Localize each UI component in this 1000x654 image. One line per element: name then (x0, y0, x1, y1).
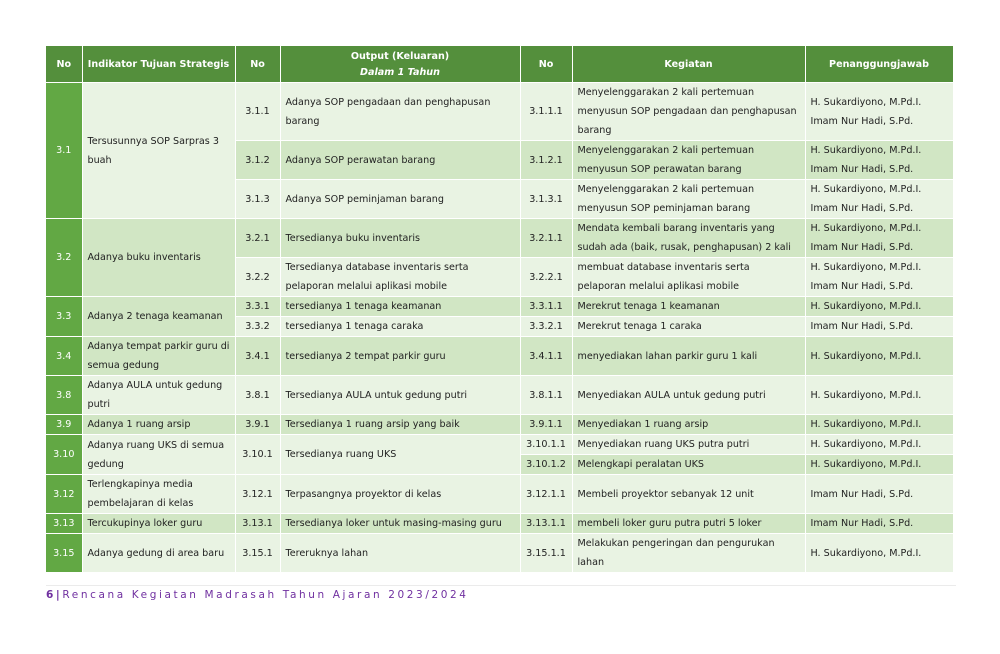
output-no: 3.3.2 (235, 317, 280, 337)
pj-cell: Imam Nur Hadi, S.Pd. (805, 514, 953, 534)
indikator-cell: Terlengkapinya media pembelajaran di kelas (82, 475, 235, 514)
pj-cell: H. Sukardiyono, M.Pd.I. Imam Nur Hadi, S.Pd. (805, 258, 953, 297)
header-output-sub: Dalam 1 Tahun (360, 66, 440, 78)
kegiatan-no: 3.1.2.1 (520, 141, 572, 180)
table-row (46, 337, 953, 376)
kegiatan-cell: Mendata kembali barang inventaris yang sudah ada (baik, rusak, penghapusan) 2 kali (572, 219, 805, 258)
output-no: 3.2.2 (235, 258, 280, 297)
pj-cell: H. Sukardiyono, M.Pd.I. (805, 376, 953, 415)
kegiatan-cell: Menyediakan ruang UKS putra putri (572, 435, 805, 455)
table-header-row (46, 46, 953, 83)
pj-cell: H. Sukardiyono, M.Pd.I. (805, 337, 953, 376)
kegiatan-no: 3.12.1.1 (520, 475, 572, 514)
table-row (46, 83, 953, 141)
kegiatan-cell: Melakukan pengeringan dan pengurukan lahan (572, 534, 805, 573)
pj-cell: H. Sukardiyono, M.Pd.I. Imam Nur Hadi, S.Pd. (805, 180, 953, 219)
output-cell: Tersedianya buku inventaris (280, 219, 520, 258)
kegiatan-cell: Membeli proyektor sebanyak 12 unit (572, 475, 805, 514)
indikator-cell: Adanya ruang UKS di semua gedung (82, 435, 235, 475)
footer-divider (46, 585, 956, 586)
kegiatan-cell: membeli loker guru putra putri 5 loker (572, 514, 805, 534)
footer-separator: | (55, 589, 63, 601)
indikator-cell: Adanya buku inventaris (82, 219, 235, 297)
indikator-cell: Adanya tempat parkir guru di semua gedung (82, 337, 235, 376)
header-no: No (46, 46, 82, 83)
kegiatan-cell: Merekrut tenaga 1 keamanan (572, 297, 805, 317)
group-no: 3.13 (46, 514, 82, 534)
kegiatan-no: 3.1.3.1 (520, 180, 572, 219)
pj-cell: H. Sukardiyono, M.Pd.I. (805, 297, 953, 317)
output-cell: tersedianya 2 tempat parkir guru (280, 337, 520, 376)
output-cell: tersedianya 1 tenaga keamanan (280, 297, 520, 317)
output-cell: Tersedianya 1 ruang arsip yang baik (280, 415, 520, 435)
indikator-cell: Tersusunnya SOP Sarpras 3 buah (82, 83, 235, 219)
group-no: 3.12 (46, 475, 82, 514)
group-no: 3.10 (46, 435, 82, 475)
group-no: 3.3 (46, 297, 82, 337)
pj-cell: H. Sukardiyono, M.Pd.I. Imam Nur Hadi, S.Pd. (805, 219, 953, 258)
pj-cell: Imam Nur Hadi, S.Pd. (805, 317, 953, 337)
kegiatan-cell: Menyelenggarakan 2 kali pertemuan menyusun SOP perawatan barang (572, 141, 805, 180)
kegiatan-no: 3.2.2.1 (520, 258, 572, 297)
group-no: 3.9 (46, 415, 82, 435)
pj-cell: H. Sukardiyono, M.Pd.I. (805, 435, 953, 455)
kegiatan-no: 3.3.2.1 (520, 317, 572, 337)
kegiatan-cell: Menyelenggarakan 2 kali pertemuan menyusun SOP pengadaan dan penghapusan barang (572, 83, 805, 141)
table-row (46, 534, 953, 573)
output-no: 3.8.1 (235, 376, 280, 415)
output-no: 3.3.1 (235, 297, 280, 317)
footer-title: Rencana Kegiatan Madrasah Tahun Ajaran 2023/2024 (62, 589, 469, 601)
output-no: 3.10.1 (235, 435, 280, 475)
kegiatan-no: 3.10.1.2 (520, 455, 572, 475)
group-no: 3.15 (46, 534, 82, 573)
pj-cell: H. Sukardiyono, M.Pd.I. Imam Nur Hadi, S.Pd. (805, 83, 953, 141)
kegiatan-no: 3.4.1.1 (520, 337, 572, 376)
header-kegiatan-no: No (520, 46, 572, 83)
kegiatan-no: 3.2.1.1 (520, 219, 572, 258)
output-cell: Tersedianya database inventaris serta pelaporan melalui aplikasi mobile (280, 258, 520, 297)
group-no: 3.4 (46, 337, 82, 376)
table-row (46, 219, 953, 258)
output-cell: Adanya SOP perawatan barang (280, 141, 520, 180)
kegiatan-no: 3.10.1.1 (520, 435, 572, 455)
header-output (280, 46, 520, 83)
kegiatan-cell: membuat database inventaris serta pelaporan melalui aplikasi mobile (572, 258, 805, 297)
output-no: 3.4.1 (235, 337, 280, 376)
output-no: 3.1.1 (235, 83, 280, 141)
header-kegiatan: Kegiatan (572, 46, 805, 83)
output-no: 3.1.2 (235, 141, 280, 180)
pj-cell: H. Sukardiyono, M.Pd.I. (805, 415, 953, 435)
header-penanggungjawab: Penanggungjawab (805, 46, 953, 83)
output-no: 3.15.1 (235, 534, 280, 573)
output-cell: tersedianya 1 tenaga caraka (280, 317, 520, 337)
kegiatan-cell: Merekrut tenaga 1 caraka (572, 317, 805, 337)
output-cell: Adanya SOP pengadaan dan penghapusan barang (280, 83, 520, 141)
group-no: 3.8 (46, 376, 82, 415)
output-no: 3.1.3 (235, 180, 280, 219)
output-cell: Tersedianya AULA untuk gedung putri (280, 376, 520, 415)
page-footer (46, 589, 469, 601)
header-indikator: Indikator Tujuan Strategis (82, 46, 235, 83)
indikator-cell: Adanya gedung di area baru (82, 534, 235, 573)
group-no: 3.2 (46, 219, 82, 297)
indikator-cell: Adanya 1 ruang arsip (82, 415, 235, 435)
rencana-kegiatan-table (46, 46, 954, 573)
pj-cell: H. Sukardiyono, M.Pd.I. (805, 534, 953, 573)
header-output-no: No (235, 46, 280, 83)
output-no: 3.12.1 (235, 475, 280, 514)
output-no: 3.13.1 (235, 514, 280, 534)
table-row (46, 514, 953, 534)
indikator-cell: Adanya AULA untuk gedung putri (82, 376, 235, 415)
table-row (46, 415, 953, 435)
page-number: 6 (46, 589, 56, 601)
kegiatan-cell: Menyelenggarakan 2 kali pertemuan menyusun SOP peminjaman barang (572, 180, 805, 219)
indikator-cell: Tercukupinya loker guru (82, 514, 235, 534)
output-cell: Tereruknya lahan (280, 534, 520, 573)
table-row (46, 297, 953, 317)
kegiatan-no: 3.1.1.1 (520, 83, 572, 141)
kegiatan-no: 3.8.1.1 (520, 376, 572, 415)
pj-cell: H. Sukardiyono, M.Pd.I. Imam Nur Hadi, S.Pd. (805, 141, 953, 180)
output-cell: Tersedianya ruang UKS (280, 435, 520, 475)
output-no: 3.2.1 (235, 219, 280, 258)
output-cell: Terpasangnya proyektor di kelas (280, 475, 520, 514)
header-output-label: Output (Keluaran) (350, 50, 450, 62)
output-cell: Adanya SOP peminjaman barang (280, 180, 520, 219)
kegiatan-cell: menyediakan lahan parkir guru 1 kali (572, 337, 805, 376)
group-no: 3.1 (46, 83, 82, 219)
table-row (46, 435, 953, 455)
output-no: 3.9.1 (235, 415, 280, 435)
table-row (46, 376, 953, 415)
pj-cell: Imam Nur Hadi, S.Pd. (805, 475, 953, 514)
kegiatan-cell: Menyediakan AULA untuk gedung putri (572, 376, 805, 415)
kegiatan-cell: Melengkapi peralatan UKS (572, 455, 805, 475)
kegiatan-no: 3.15.1.1 (520, 534, 572, 573)
kegiatan-no: 3.13.1.1 (520, 514, 572, 534)
kegiatan-cell: Menyediakan 1 ruang arsip (572, 415, 805, 435)
kegiatan-no: 3.3.1.1 (520, 297, 572, 317)
indikator-cell: Adanya 2 tenaga keamanan (82, 297, 235, 337)
table-row (46, 475, 953, 514)
kegiatan-no: 3.9.1.1 (520, 415, 572, 435)
output-cell: Tersedianya loker untuk masing-masing guru (280, 514, 520, 534)
pj-cell: H. Sukardiyono, M.Pd.I. (805, 455, 953, 475)
